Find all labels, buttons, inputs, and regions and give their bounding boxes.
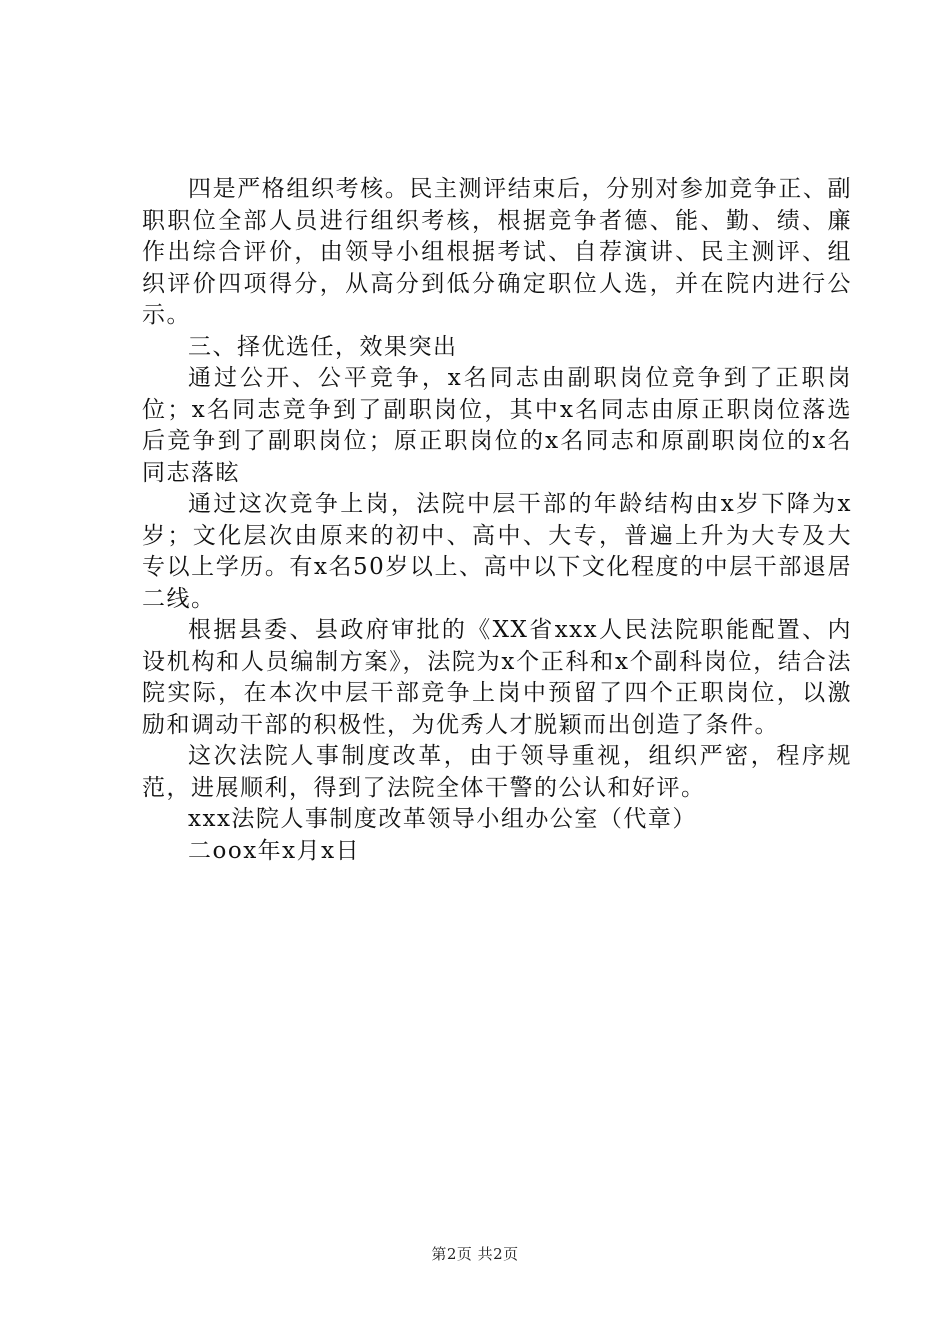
signature-date: 二oox年x月x日 <box>188 837 361 864</box>
section-heading: 三、择优选任，效果突出 <box>188 333 458 360</box>
page-number-footer: 第2页 共2页 <box>431 1245 519 1263</box>
document-body <box>142 174 852 867</box>
paragraph-competition-result: 通过公开、公平竞争，x名同志由副职岗位竞争到了正职岗位；x名同志竞争到了副职岗位，其中x名同志由原正职岗位落选后竞争到了副职岗位；原正职岗位的x名同志和原副职岗位的x名同志落眩 <box>142 365 852 486</box>
signature-office: xxx法院人事制度改革领导小组办公室（代章） <box>188 806 697 832</box>
paragraph-conclusion: 这次法院人事制度改革，由于领导重视，组织严密，程序规范，进展顺利，得到了法院全体干警的公认和好评。 <box>142 743 852 801</box>
paragraph-age-structure: 通过这次竞争上岗，法院中层干部的年龄结构由x岁下降为x岁；文化层次由原来的初中、高中、大专，普遍上升为大专及大专以上学历。有x名50岁以上、高中以下文化程度的中层干部退居二线。 <box>142 491 852 612</box>
paragraph-assessment: 四是严格组织考核。民主测评结束后，分别对参加竞争正、副职职位全部人员进行组织考核，根据竞争者德、能、勤、绩、廉作出综合评价，由领导小组根据考试、自荐演讲、民主测评、组织评价四项得分，从高分到低分确定职位人选，并在院内进行公示。 <box>142 176 852 328</box>
paragraph-staffing-plan: 根据县委、县政府审批的《XX省xxx人民法院职能配置、内设机构和人员编制方案》，法院为x个正科和x个副科岗位，结合法院实际，在本次中层干部竞争上岗中预留了四个正职岗位，以激励和调动干部的积极性，为优秀人才脱颖而出创造了条件。 <box>142 617 852 738</box>
